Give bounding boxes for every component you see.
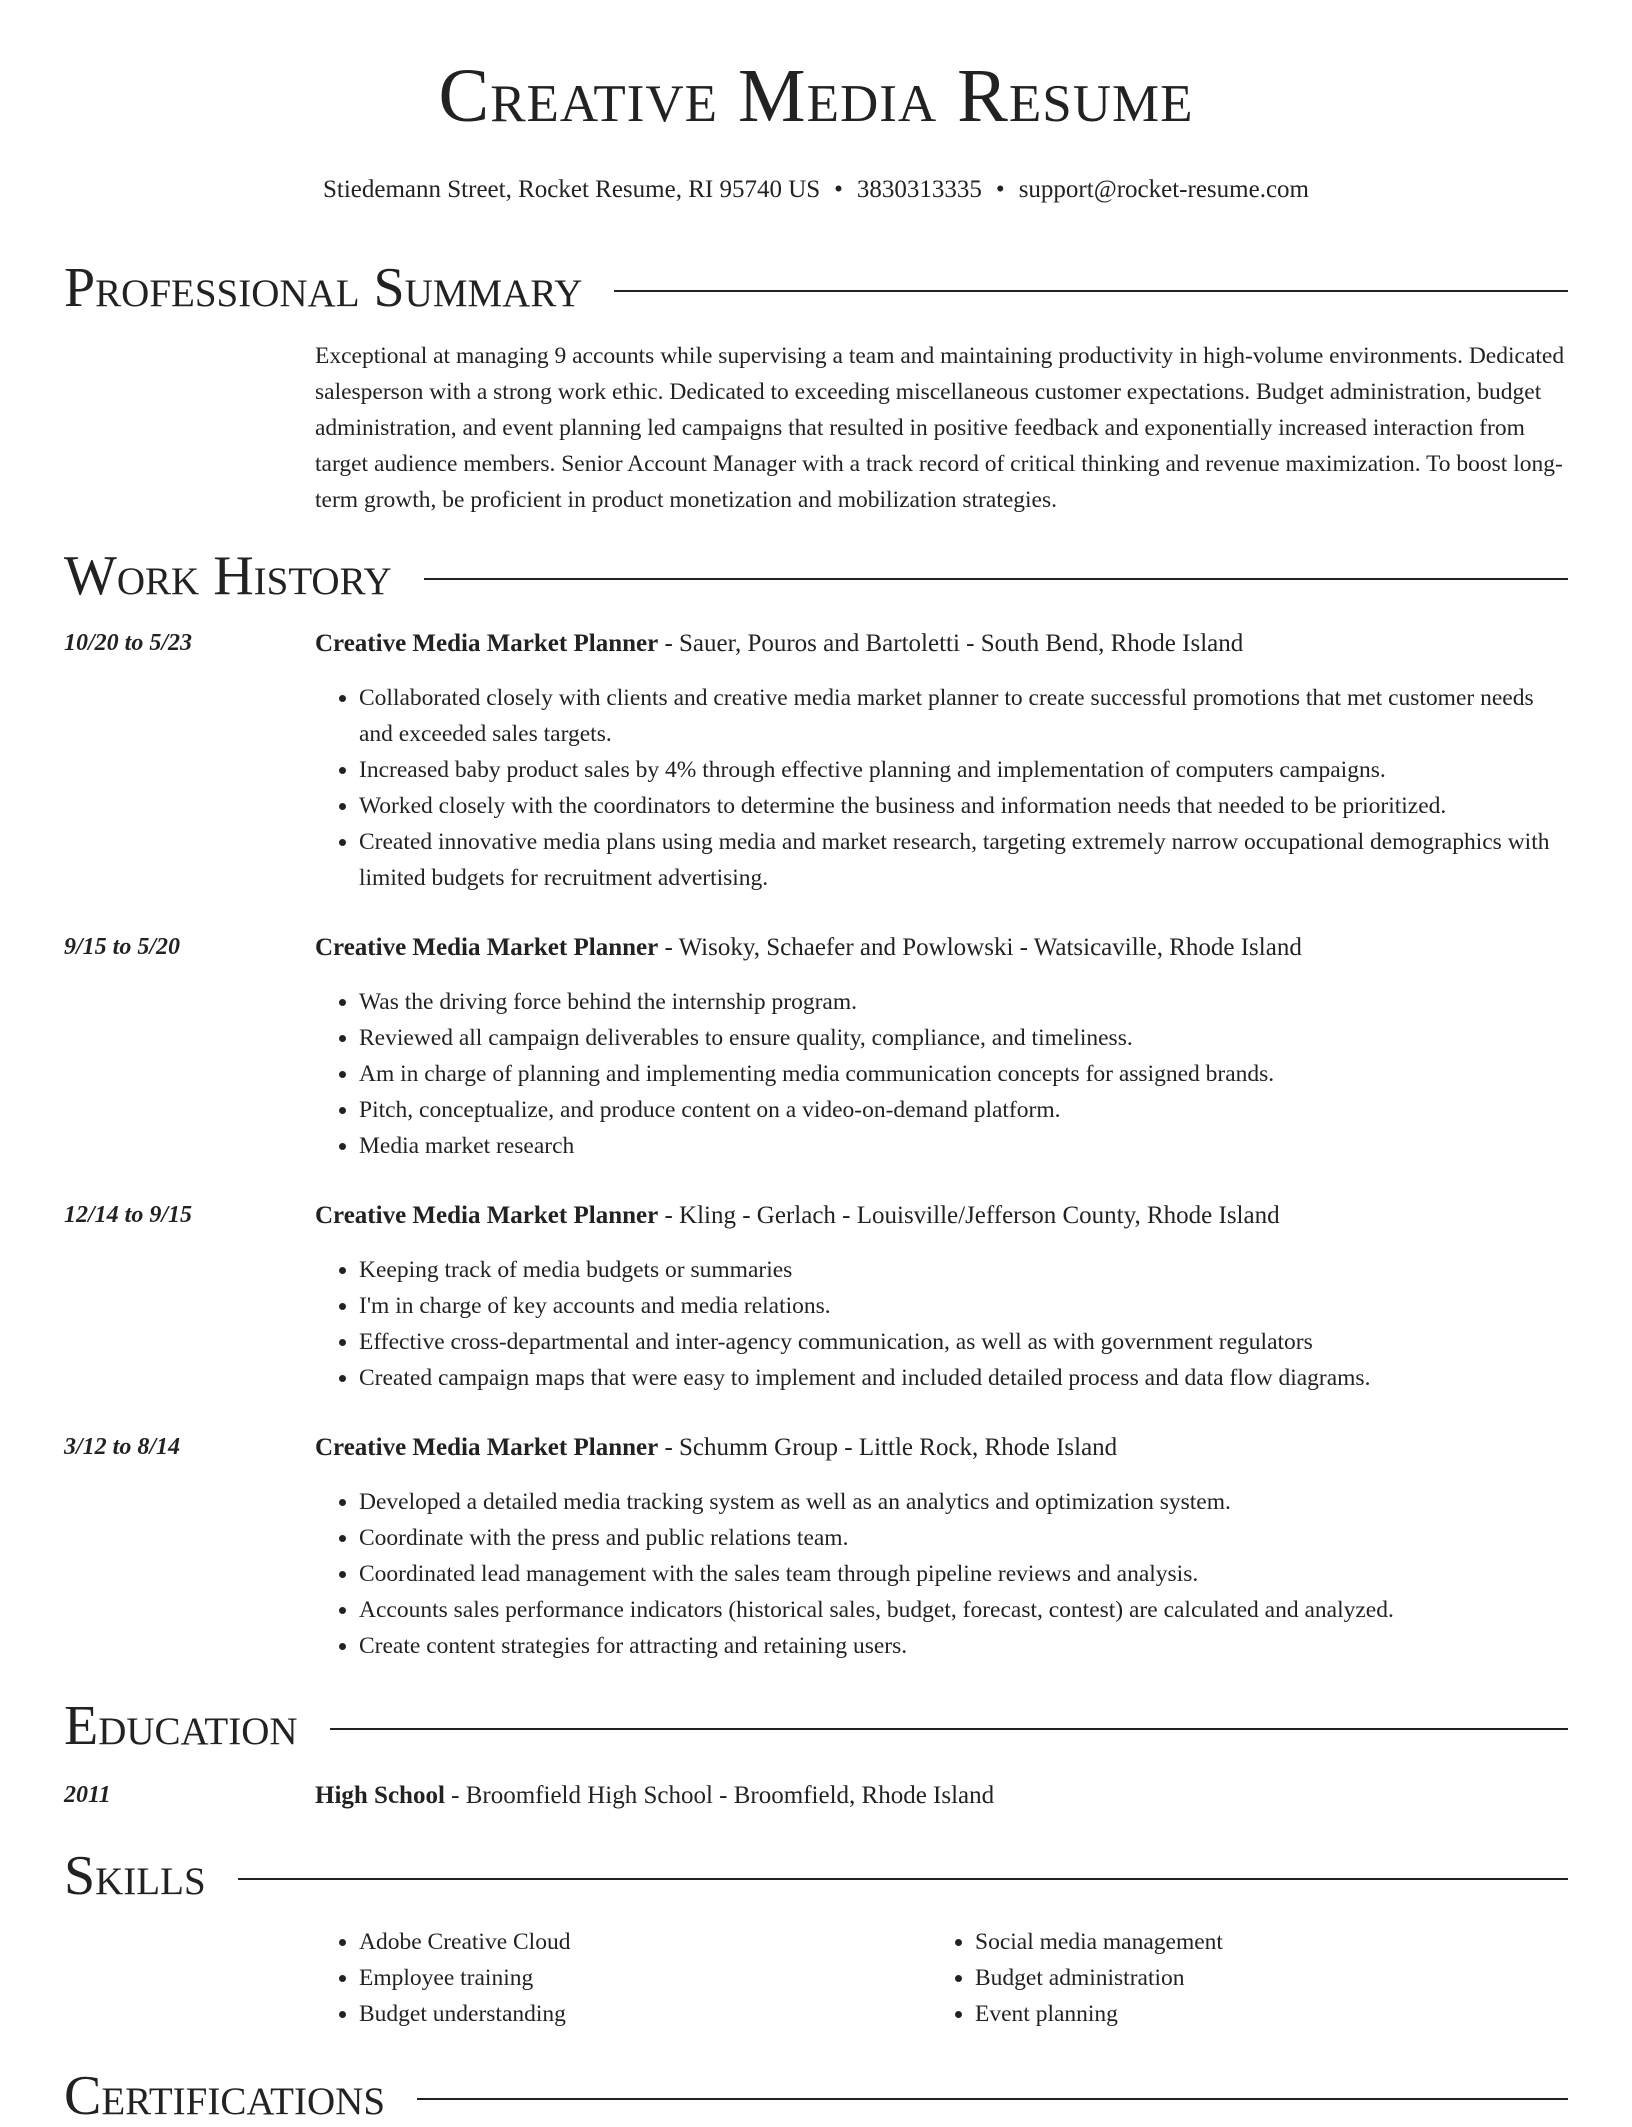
job-details: - Kling - Gerlach - Louisville/Jefferson County, Rhode Island [658, 1202, 1280, 1229]
section-title: Certifications [64, 2065, 386, 2127]
skill-item: • Adobe Creative Cloud [359, 1924, 919, 1960]
job-heading [315, 1434, 1117, 1462]
job-bullet: • Worked closely with the coordinators to determine the business and information needs that needed to be prioritized. [359, 788, 1568, 824]
job-dates: 9/15 to 5/20 [64, 934, 181, 960]
job-bullet: • Was the driving force behind the internship program. [359, 984, 1568, 1020]
section-title: Education [64, 1695, 298, 1757]
skills-list-left [315, 1924, 919, 2032]
job-heading [315, 1202, 1280, 1230]
skill-item: • Social media management [975, 1924, 1535, 1960]
education-details: - Broomfield High School - Broomfield, Rhode Island [444, 1782, 995, 1809]
education-degree: High School [315, 1782, 445, 1809]
section-title: Professional Summary [64, 257, 583, 319]
job-title: Creative Media Market Planner [315, 1202, 659, 1229]
skills-list-right [931, 1924, 1535, 2032]
skill-item: • Budget understanding [359, 1996, 919, 2032]
job-dates: 3/12 to 8/14 [64, 1434, 181, 1460]
job-title: Creative Media Market Planner [315, 630, 659, 657]
summary-text: Exceptional at managing 9 accounts while supervising a team and maintaining productivity in high-volume environments. Dedicated salesperson with a strong work ethic. Dedicated to exceeding miscellaneous customer expectations. Budget administration, budget administration, and event planning led campaigns that resulted in positive feedback and exponentially increased interaction from target audience members. Senior Account Manager with a track record of critical thinking and revenue maximization. To boost long-term growth, be proficient in product monetization and mobilization strategies. [315, 343, 1565, 513]
job-bullet: • Keeping track of media budgets or summaries [359, 1252, 1568, 1288]
job-bullet: • Created innovative media plans using media and market research, targeting extremely narrow occupational demographics with limited budgets for recruitment advertising. [359, 824, 1568, 896]
section-summary-heading [64, 257, 1568, 319]
job-bullets [315, 984, 1568, 1164]
job-details: - Schumm Group - Little Rock, Rhode Island [658, 1434, 1118, 1461]
job-bullet: • I'm in charge of key accounts and media relations. [359, 1288, 1568, 1324]
section-divider [424, 578, 1568, 580]
job-bullet: • Create content strategies for attracting and retaining users. [359, 1628, 1568, 1664]
section-skills-heading [64, 1845, 1568, 1907]
job-details: - Sauer, Pouros and Bartoletti - South Bend, Rhode Island [658, 630, 1244, 657]
job-bullets [315, 1484, 1568, 1664]
job-title: Creative Media Market Planner [315, 934, 659, 961]
job-heading [315, 630, 1243, 658]
job-heading [315, 934, 1302, 962]
section-work-heading [64, 545, 1568, 607]
job-bullet: • Developed a detailed media tracking system as well as an analytics and optimization system. [359, 1484, 1568, 1520]
contact-email[interactable]: support@rocket-resume.com [1018, 176, 1309, 203]
resume-title: Creative Media Resume [438, 54, 1194, 138]
section-education-heading [64, 1695, 1568, 1757]
job-bullets [315, 680, 1568, 896]
skill-item: • Budget administration [975, 1960, 1535, 1996]
job-bullet: • Am in charge of planning and implementing media communication concepts for assigned brands. [359, 1056, 1568, 1092]
section-divider [330, 1728, 1568, 1730]
section-title: Work History [64, 545, 392, 607]
job-bullet: • Collaborated closely with clients and creative media market planner to create successful promotions that met customer needs and exceeded sales targets. [359, 680, 1568, 752]
section-title: Skills [64, 1845, 206, 1907]
education-heading [315, 1782, 994, 1810]
job-bullet: • Accounts sales performance indicators (historical sales, budget, forecast, contest) are calculated and analyzed. [359, 1592, 1568, 1628]
job-bullet: • Coordinate with the press and public relations team. [359, 1520, 1568, 1556]
job-dates: 12/14 to 9/15 [64, 1202, 193, 1228]
job-bullet: • Created campaign maps that were easy to implement and included detailed process and data flow diagrams. [359, 1360, 1568, 1396]
job-bullet: • Media market research [359, 1128, 1568, 1164]
skill-item: • Event planning [975, 1996, 1535, 2032]
section-certifications-heading [64, 2065, 1568, 2127]
job-bullets [315, 1252, 1568, 1396]
job-bullet: • Coordinated lead management with the sales team through pipeline reviews and analysis. [359, 1556, 1568, 1592]
job-bullet: • Increased baby product sales by 4% through effective planning and implementation of computers campaigns. [359, 752, 1568, 788]
contact-address: Stiedemann Street, Rocket Resume, RI 95740 US [323, 176, 821, 203]
contact-line [0, 176, 1632, 204]
job-title: Creative Media Market Planner [315, 1434, 659, 1461]
job-details: - Wisoky, Schaefer and Powlowski - Watsicaville, Rhode Island [658, 934, 1302, 961]
job-dates: 10/20 to 5/23 [64, 630, 193, 656]
education-year: 2011 [64, 1782, 111, 1808]
contact-separator: • [995, 176, 1005, 203]
contact-separator: • [834, 176, 843, 203]
section-divider [417, 2098, 1568, 2100]
job-bullet: • Reviewed all campaign deliverables to ensure quality, compliance, and timeliness. [359, 1020, 1568, 1056]
section-divider [238, 1878, 1568, 1880]
contact-phone: 3830313335 [856, 176, 982, 203]
skill-item: • Employee training [359, 1960, 919, 1996]
job-bullet: • Effective cross-departmental and inter-agency communication, as well as with government regulators [359, 1324, 1568, 1360]
job-bullet: • Pitch, conceptualize, and produce content on a video-on-demand platform. [359, 1092, 1568, 1128]
section-divider [614, 290, 1568, 292]
